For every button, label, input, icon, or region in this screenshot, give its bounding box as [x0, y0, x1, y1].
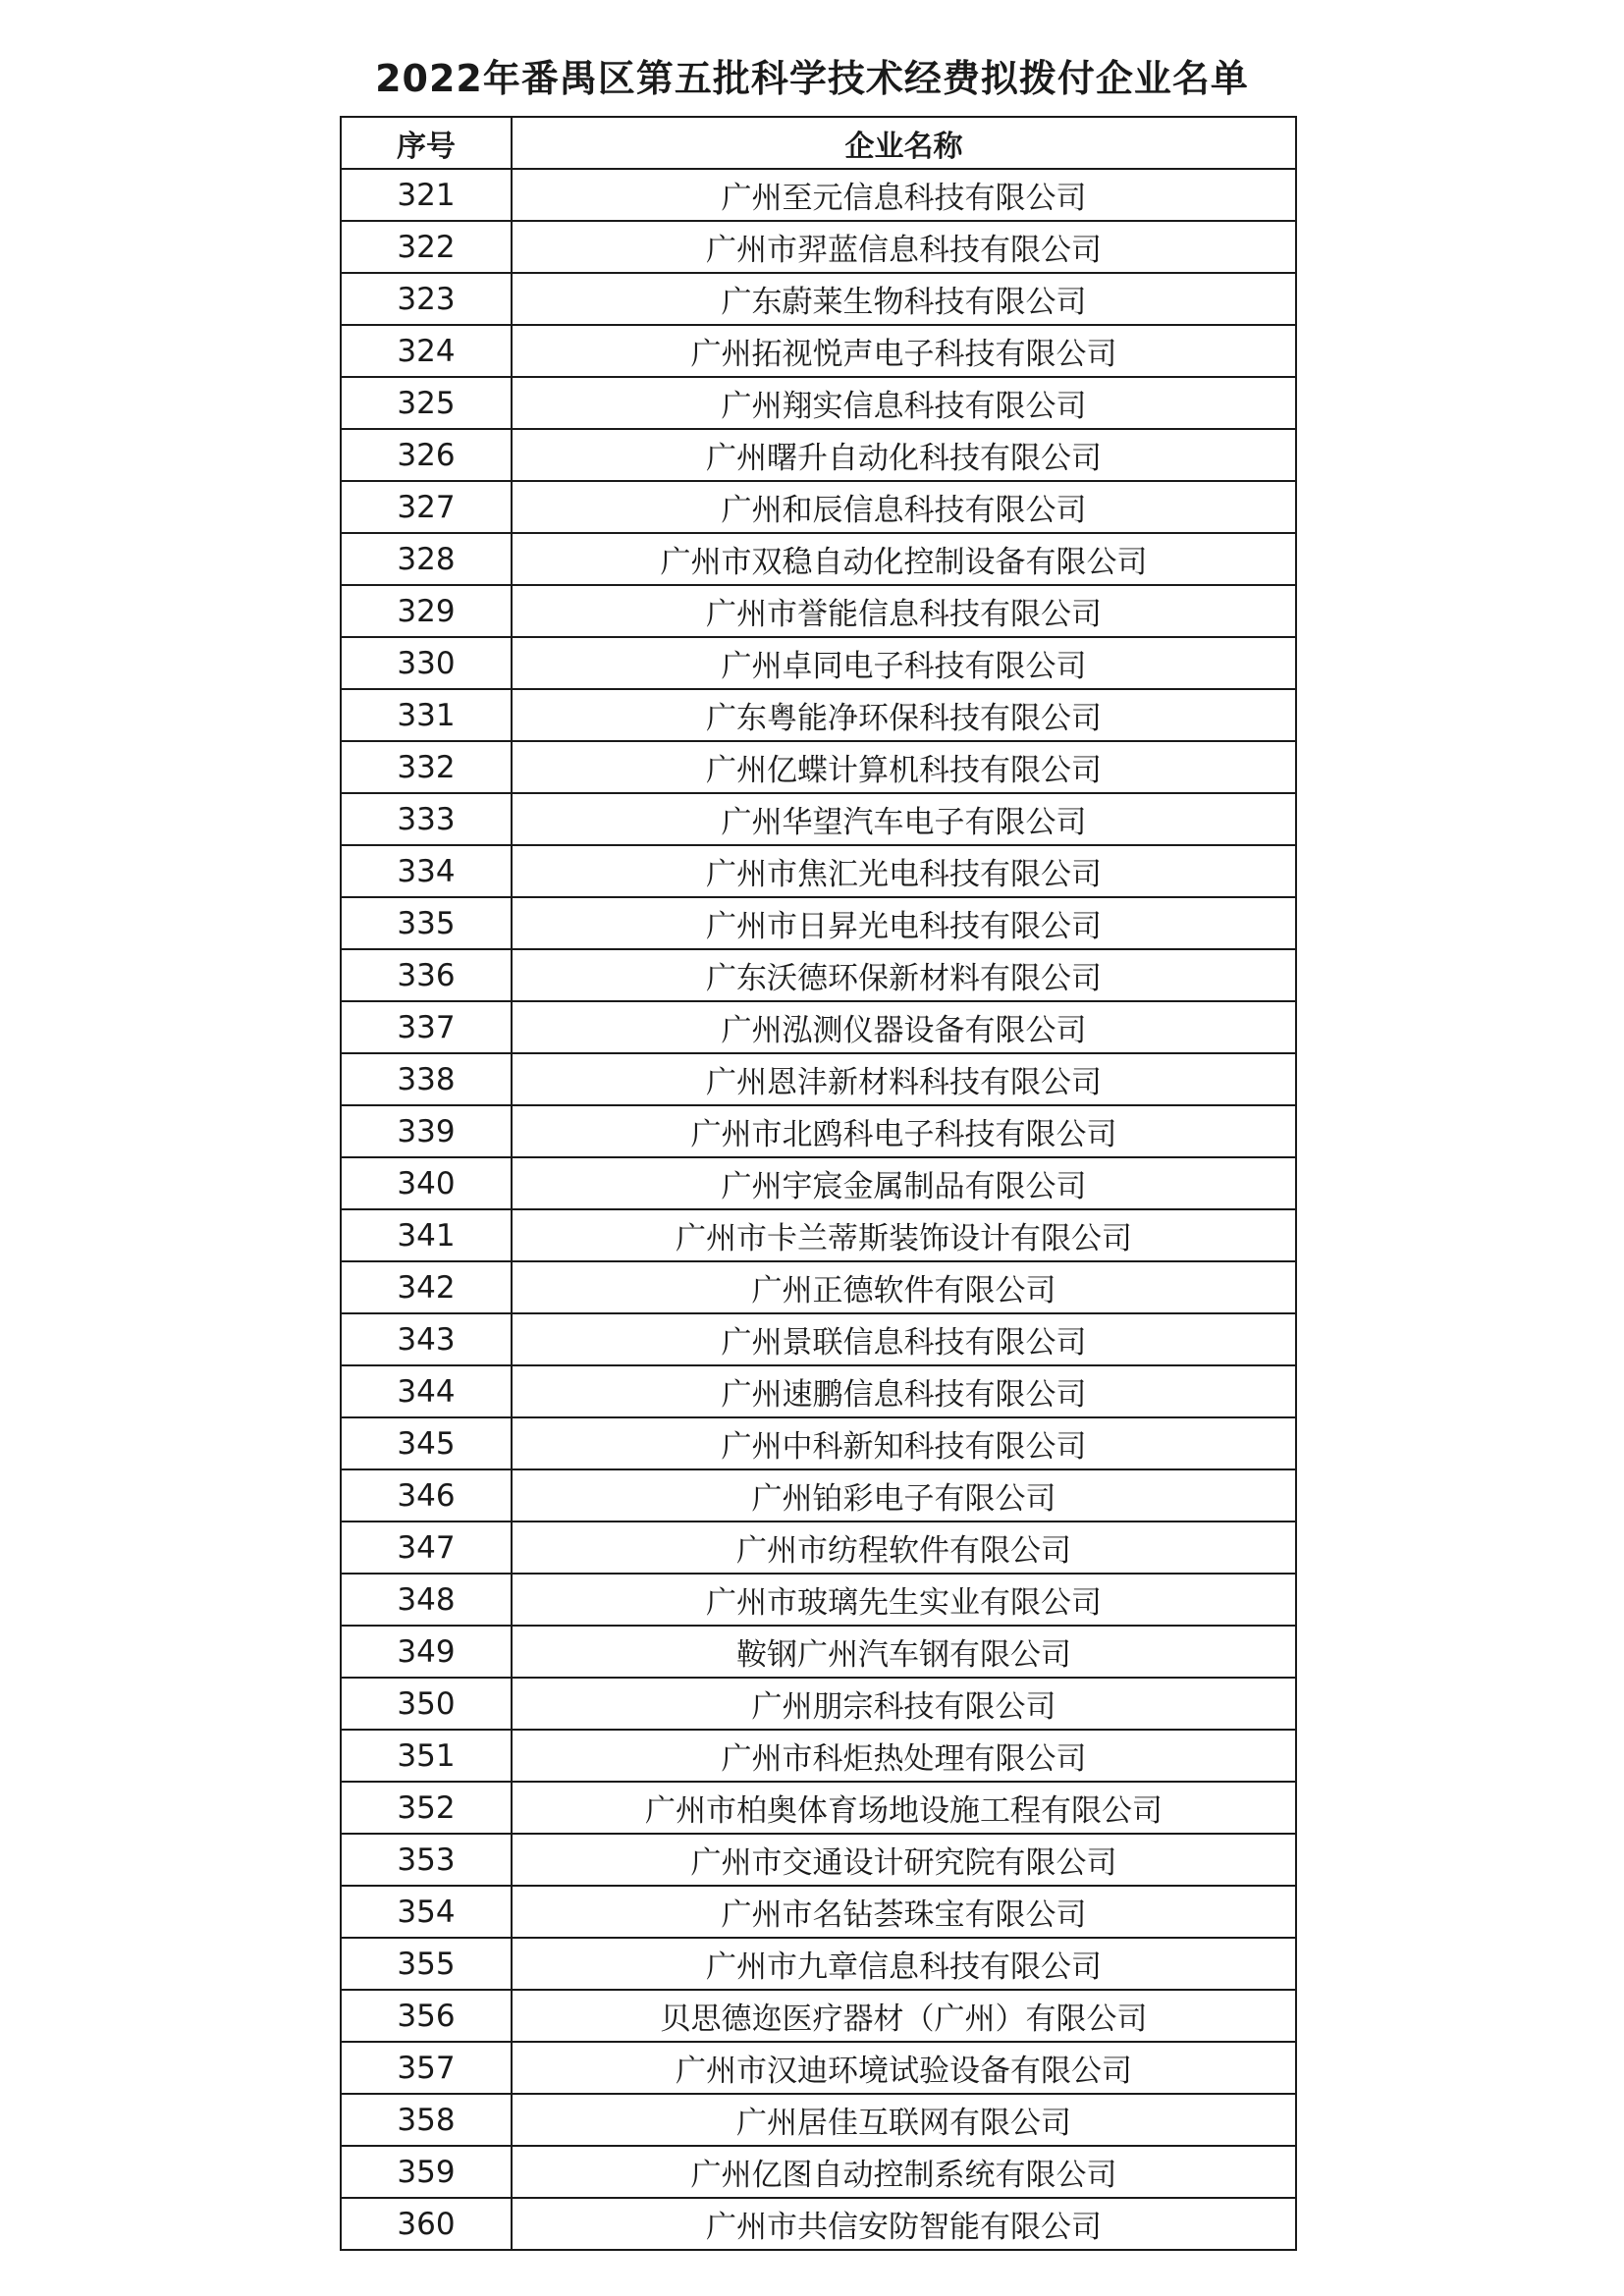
company-name: 广州恩沣新材料科技有限公司 [512, 1053, 1296, 1105]
company-name: 广州铂彩电子有限公司 [512, 1469, 1296, 1522]
table-row [341, 2094, 1296, 2146]
row-number: 334 [341, 845, 512, 897]
table-row [341, 221, 1296, 273]
company-name: 广州泓测仪器设备有限公司 [512, 1001, 1296, 1053]
table-row [341, 1522, 1296, 1574]
row-number: 337 [341, 1001, 512, 1053]
company-name: 广州居佳互联网有限公司 [512, 2094, 1296, 2146]
table-row [341, 793, 1296, 845]
row-number: 335 [341, 897, 512, 949]
row-number: 321 [341, 169, 512, 221]
page-title: 2022年番禺区第五批科学技术经费拟拨付企业名单 [375, 57, 1249, 100]
company-name: 广州市共信安防智能有限公司 [512, 2198, 1296, 2250]
row-number: 339 [341, 1105, 512, 1157]
row-number: 323 [341, 273, 512, 325]
row-number: 349 [341, 1626, 512, 1678]
company-name: 广州市名钻荟珠宝有限公司 [512, 1886, 1296, 1938]
company-name: 广州市羿蓝信息科技有限公司 [512, 221, 1296, 273]
company-name: 广州市双稳自动化控制设备有限公司 [512, 533, 1296, 585]
table-row [341, 897, 1296, 949]
row-number: 331 [341, 689, 512, 741]
company-name: 广州曙升自动化科技有限公司 [512, 429, 1296, 481]
header-number: 序号 [341, 117, 512, 169]
row-number: 347 [341, 1522, 512, 1574]
row-number: 333 [341, 793, 512, 845]
company-name: 广州市交通设计研究院有限公司 [512, 1834, 1296, 1886]
table-row [341, 325, 1296, 377]
company-name: 广州朋宗科技有限公司 [512, 1678, 1296, 1730]
table-row [341, 273, 1296, 325]
table-row [341, 429, 1296, 481]
row-number: 352 [341, 1782, 512, 1834]
company-name: 广州拓视悦声电子科技有限公司 [512, 325, 1296, 377]
row-number: 338 [341, 1053, 512, 1105]
table-row [341, 741, 1296, 793]
table-row [341, 1053, 1296, 1105]
company-name: 广州宇宸金属制品有限公司 [512, 1157, 1296, 1209]
company-name: 广东蔚莱生物科技有限公司 [512, 273, 1296, 325]
table-row [341, 1469, 1296, 1522]
company-name: 广州正德软件有限公司 [512, 1261, 1296, 1313]
row-number: 353 [341, 1834, 512, 1886]
table-row [341, 1157, 1296, 1209]
header-company-name: 企业名称 [512, 117, 1296, 169]
table-row [341, 845, 1296, 897]
row-number: 351 [341, 1730, 512, 1782]
company-name: 广州市卡兰蒂斯装饰设计有限公司 [512, 1209, 1296, 1261]
row-number: 336 [341, 949, 512, 1001]
table-row [341, 1209, 1296, 1261]
table-row [341, 1782, 1296, 1834]
company-name: 广东沃德环保新材料有限公司 [512, 949, 1296, 1001]
row-number: 357 [341, 2042, 512, 2094]
table-body [341, 169, 1296, 2250]
company-name: 广州市玻璃先生实业有限公司 [512, 1574, 1296, 1626]
row-number: 342 [341, 1261, 512, 1313]
company-name: 广州景联信息科技有限公司 [512, 1313, 1296, 1365]
row-number: 325 [341, 377, 512, 429]
company-name: 广州和辰信息科技有限公司 [512, 481, 1296, 533]
table-row [341, 169, 1296, 221]
row-number: 328 [341, 533, 512, 585]
row-number: 330 [341, 637, 512, 689]
row-number: 346 [341, 1469, 512, 1522]
table-row [341, 1678, 1296, 1730]
table-row [341, 2198, 1296, 2250]
company-name: 广州速鹏信息科技有限公司 [512, 1365, 1296, 1417]
table-header-row [341, 117, 1296, 169]
row-number: 324 [341, 325, 512, 377]
row-number: 322 [341, 221, 512, 273]
company-name: 广州市科炬热处理有限公司 [512, 1730, 1296, 1782]
row-number: 348 [341, 1574, 512, 1626]
table-row [341, 1938, 1296, 1990]
company-name: 广州中科新知科技有限公司 [512, 1417, 1296, 1469]
table-row [341, 1261, 1296, 1313]
table-row [341, 949, 1296, 1001]
company-name: 贝思德迩医疗器材（广州）有限公司 [512, 1990, 1296, 2042]
row-number: 358 [341, 2094, 512, 2146]
table-row [341, 1105, 1296, 1157]
company-name: 广州市纺程软件有限公司 [512, 1522, 1296, 1574]
row-number: 354 [341, 1886, 512, 1938]
row-number: 360 [341, 2198, 512, 2250]
company-name: 广州市汉迪环境试验设备有限公司 [512, 2042, 1296, 2094]
company-name: 广州翔实信息科技有限公司 [512, 377, 1296, 429]
table-row [341, 2146, 1296, 2198]
table-row [341, 481, 1296, 533]
table-row [341, 1313, 1296, 1365]
company-list-table [340, 116, 1297, 2251]
row-number: 344 [341, 1365, 512, 1417]
table-row [341, 637, 1296, 689]
company-name: 广州市北鸥科电子科技有限公司 [512, 1105, 1296, 1157]
company-name: 鞍钢广州汽车钢有限公司 [512, 1626, 1296, 1678]
table-row [341, 1626, 1296, 1678]
company-name: 广州市柏奥体育场地设施工程有限公司 [512, 1782, 1296, 1834]
table-row [341, 1365, 1296, 1417]
table-row [341, 1834, 1296, 1886]
company-name: 广东粤能净环保科技有限公司 [512, 689, 1296, 741]
company-name: 广州华望汽车电子有限公司 [512, 793, 1296, 845]
company-name: 广州卓同电子科技有限公司 [512, 637, 1296, 689]
table-row [341, 1417, 1296, 1469]
row-number: 332 [341, 741, 512, 793]
table-row [341, 533, 1296, 585]
row-number: 356 [341, 1990, 512, 2042]
company-name: 广州市誉能信息科技有限公司 [512, 585, 1296, 637]
row-number: 329 [341, 585, 512, 637]
table-row [341, 585, 1296, 637]
row-number: 359 [341, 2146, 512, 2198]
company-name: 广州市焦汇光电科技有限公司 [512, 845, 1296, 897]
table-row [341, 1990, 1296, 2042]
row-number: 340 [341, 1157, 512, 1209]
row-number: 341 [341, 1209, 512, 1261]
company-name: 广州至元信息科技有限公司 [512, 169, 1296, 221]
row-number: 345 [341, 1417, 512, 1469]
row-number: 327 [341, 481, 512, 533]
row-number: 326 [341, 429, 512, 481]
company-name: 广州亿图自动控制系统有限公司 [512, 2146, 1296, 2198]
table-row [341, 2042, 1296, 2094]
table-row [341, 689, 1296, 741]
company-name: 广州市九章信息科技有限公司 [512, 1938, 1296, 1990]
row-number: 343 [341, 1313, 512, 1365]
company-name: 广州市日昇光电科技有限公司 [512, 897, 1296, 949]
row-number: 355 [341, 1938, 512, 1990]
table-row [341, 1001, 1296, 1053]
company-name: 广州亿蝶计算机科技有限公司 [512, 741, 1296, 793]
row-number: 350 [341, 1678, 512, 1730]
table-row [341, 377, 1296, 429]
table-row [341, 1574, 1296, 1626]
table-row [341, 1730, 1296, 1782]
table-row [341, 1886, 1296, 1938]
